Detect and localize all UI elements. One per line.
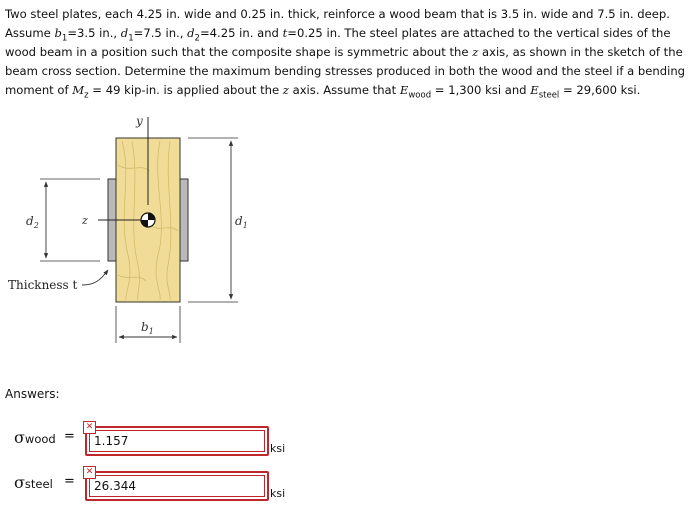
thickness-leader (82, 270, 108, 285)
steel-plate-right (180, 179, 188, 261)
sigma-steel-label: σsteel (14, 473, 53, 492)
answer-field-wood[interactable] (85, 426, 269, 456)
x-mark-icon: ✕ (83, 466, 96, 479)
y-axis-label: y (136, 114, 143, 128)
unit-label-wood: ksi (270, 442, 286, 455)
sigma-steel-input[interactable] (94, 477, 259, 495)
problem-statement: Two steel plates, each 4.25 in. wide and 0.25 in. thick, reinforce a wood beam that is 3.5 in. wide and 7.5 in. deep. Assume $b_1=3.5$ in., $d_1=7.5$ in., $d_2=4.25$ in. and t=0.25 in. The steel plates are attached to the vertical sides of the wood beam in a position such that the composite shape is symmetric about the z axis, as shown in the sketch of the beam cross section. Determine the maximum bending stresses produced in both the wood and the steel if a bending moment of $M_z = 49$ kip-in. is applied about the z axis. Assume that $E_{wood} = 1,300$ ksi and $E_{steel} = 29,600$ ksi. (5, 7, 686, 101)
x-mark-icon: ✕ (83, 421, 96, 434)
d1-label: $d_1$ (235, 214, 248, 230)
sigma-wood-input[interactable] (94, 432, 259, 450)
thickness-label: Thickness t (8, 278, 78, 292)
equals-sign: = (64, 429, 75, 444)
b1-label: $b_1$ (141, 320, 154, 336)
answers-label: Answers: (5, 387, 60, 401)
centroid-icon (141, 213, 155, 227)
answer-field-steel[interactable] (85, 471, 269, 501)
beam-cross-section-figure (0, 105, 300, 350)
unit-label-steel: ksi (270, 487, 286, 500)
z-axis-label: z (82, 214, 88, 227)
d2-label: $d_2$ (26, 214, 39, 230)
equals-sign: = (64, 474, 75, 489)
sigma-wood-label: σwood (14, 428, 56, 447)
